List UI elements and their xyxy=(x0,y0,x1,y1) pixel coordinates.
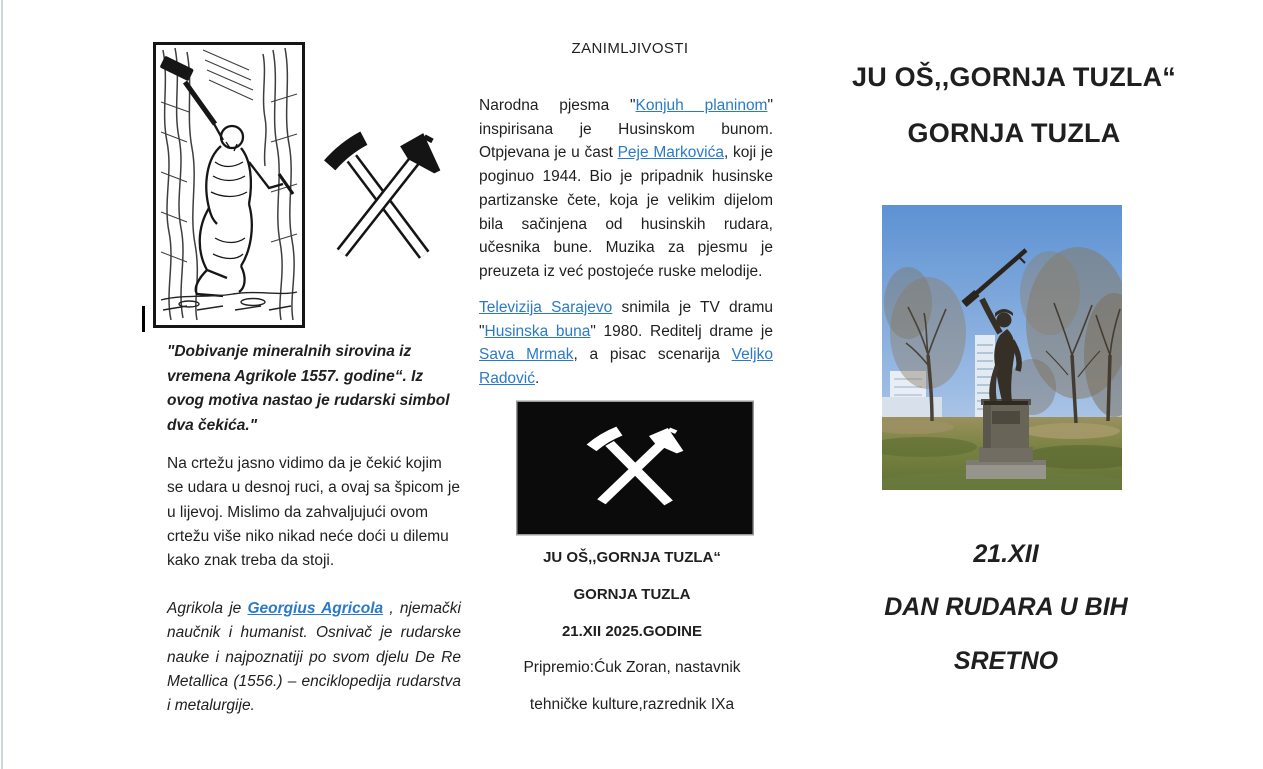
mining-symbol-paragraph: Na crtežu jasno vidimo da je čekić kojim se udara u desnoj ruci, a ovaj sa špicom je u lijevoj. Mislimo da zahvaljujući ovom crtežu više niko nikad neće doći u dilemu kako znak treba da stoji. xyxy=(167,455,460,570)
husinska-buna-link[interactable]: Husinska buna xyxy=(484,322,591,340)
text-segment: " 1980. Reditelj drame je xyxy=(590,322,773,340)
televizija-sarajevo-link[interactable]: Televizija Sarajevo xyxy=(479,299,613,316)
text-segment: Narodna pjesma " xyxy=(479,97,636,114)
miner-monument-photo xyxy=(882,205,1122,490)
agricola-paragraph xyxy=(167,597,461,718)
school-name-line: JU OŠ,,GORNJA TUZLA“ xyxy=(543,549,721,566)
event-date-line: 21.XII 2025.GODINE xyxy=(561,623,703,640)
page-edge-line xyxy=(1,0,3,769)
text-segment: , koji je poginuo 1944. Bio je pripadnik husinske partizanske čete, koja je velikim dijelom bila sačinjena od husinskih rudara, učesnika bune. Muzika za pjesmu je preuzeta iz već postojeće ruske melodije. xyxy=(479,144,773,280)
text-segment: snimila je TV dramu " xyxy=(479,299,773,340)
text-segment: , a pisac scenarija xyxy=(573,346,732,364)
konjuh-planinom-link[interactable]: Konjuh planinom xyxy=(635,97,768,114)
georgius-agricola-link[interactable]: Georgius Agricola xyxy=(247,600,384,617)
miner-woodcut-illustration xyxy=(153,42,305,328)
miner-woodcut-image xyxy=(153,42,305,328)
veljko-radovic-link[interactable]: Veljko Radović xyxy=(479,346,773,388)
date-heading: 21.XII xyxy=(973,540,1039,568)
text-segment: , njemački naučnik i humanist. Osnivač je rudarske nauke i najpoznatiji po svom djelu De Re Metallica (1556.) – enciklopedija rudarstva i metalurgije. xyxy=(167,600,461,715)
folk-song-paragraph xyxy=(479,94,773,284)
text-segment: . xyxy=(535,370,540,388)
miners-flag-crossed-hammers-icon xyxy=(516,400,754,536)
prepared-by-line2: tehničke kulture,razrednik IXa xyxy=(529,696,735,713)
zanimljivosti-heading: ZANIMLJIVOSTI xyxy=(571,40,689,57)
peje-markovica-link[interactable]: Peje Markovića xyxy=(617,144,724,162)
statue-photo xyxy=(882,205,1122,490)
sava-mrmak-link[interactable]: Sava Mrmak xyxy=(479,346,574,364)
school-place-line: GORNJA TUZLA xyxy=(573,586,691,603)
miners-day-heading: DAN RUDARA U BIH xyxy=(884,593,1128,621)
text-segment: " inspirisana je Husinskom bunom. Otpjevana je u čast xyxy=(479,97,773,162)
brochure-title-line2: GORNJA TUZLA xyxy=(907,118,1121,148)
crossed-hammers-icon xyxy=(317,112,449,278)
sretno-heading: SRETNO xyxy=(953,647,1059,675)
tv-drama-paragraph xyxy=(479,296,773,391)
miners-flag-image xyxy=(516,400,754,536)
mining-quote: "Dobivanje mineralnih sirovina iz vremena Agrikole 1557. godine“. Iz ovog motiva nastao je rudarski simbol dva čekića." xyxy=(167,343,450,434)
brochure-title-line1: JU OŠ,,GORNJA TUZLA“ xyxy=(851,62,1177,92)
prepared-by-line: Pripremio:Ćuk Zoran, nastavnik xyxy=(523,659,741,676)
crossed-hammers-drawing xyxy=(317,112,449,278)
text-segment: Agrikola je xyxy=(167,600,248,617)
text-cursor-mark xyxy=(142,306,145,332)
